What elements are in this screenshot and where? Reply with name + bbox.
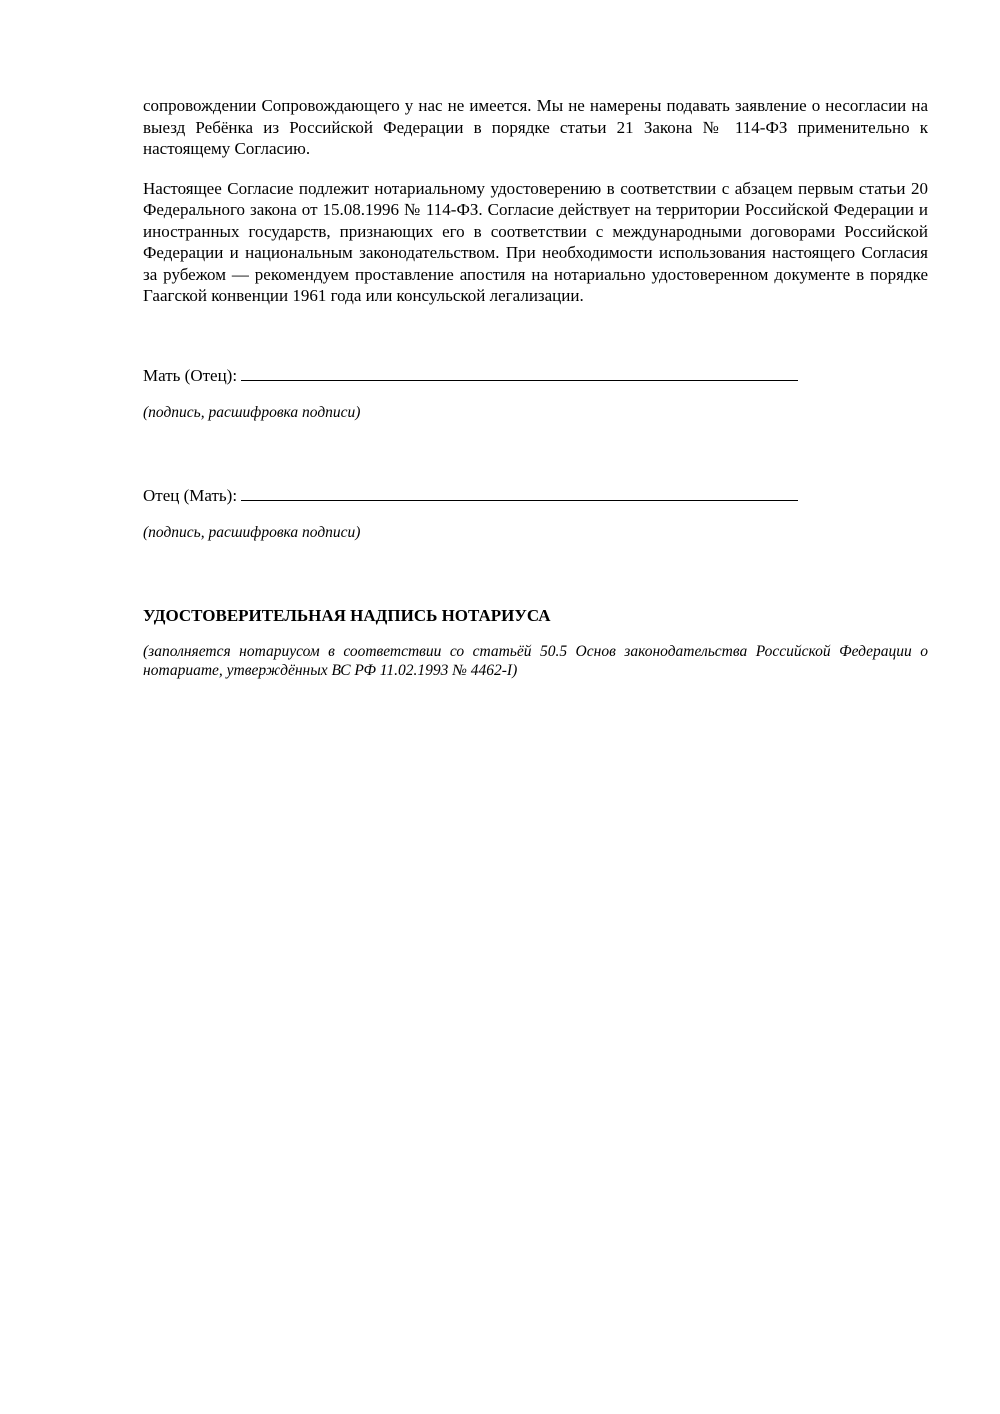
signature-label: Отец (Мать): <box>143 485 238 505</box>
signature-hint: (подпись, расшифровка подписи) <box>143 403 361 421</box>
signature-block-mother <box>143 365 928 387</box>
signature-line <box>241 366 798 381</box>
notary-section-note: (заполняется нотариусом в соответствии со статьёй 50.5 Основ законодательства Российской Федерации о нотариате, утверждённых ВС РФ 11.02.1993 № 4462-I) <box>143 642 928 679</box>
signature-block-father <box>143 485 928 507</box>
signature-label: Мать (Отец): <box>143 365 238 385</box>
document-body <box>143 95 928 680</box>
paragraph-notarization-terms: Настоящее Согласие подлежит нотариальному удостоверению в соответствии с абзацем первым статьи 20 Федерального закона от 15.08.1996 № 114-ФЗ. Согласие действует на территории Российской Федерации и иностранных государств, признающих его в соответствии с международными договорами Российской Федерации и национальным законодательством. При необходимости использования настоящего Согласия за рубежом — рекомендуем проставление апостиля на нотариально удостоверенном документе в порядке Гаагской конвенции 1961 года или консульской легализации. <box>143 178 928 305</box>
signature-line <box>241 486 798 501</box>
signature-hint: (подпись, расшифровка подписи) <box>143 523 361 541</box>
paragraph-consent-continuation: сопровождении Сопровождающего у нас не имеется. Мы не намерены подавать заявление о несогласии на выезд Ребёнка из Российской Федерации в порядке статьи 21 Закона № 114-ФЗ применительно к настоящему Согласию. <box>143 96 928 158</box>
notary-section-heading: УДОСТОВЕРИТЕЛЬНАЯ НАДПИСЬ НОТАРИУСА <box>143 605 551 625</box>
